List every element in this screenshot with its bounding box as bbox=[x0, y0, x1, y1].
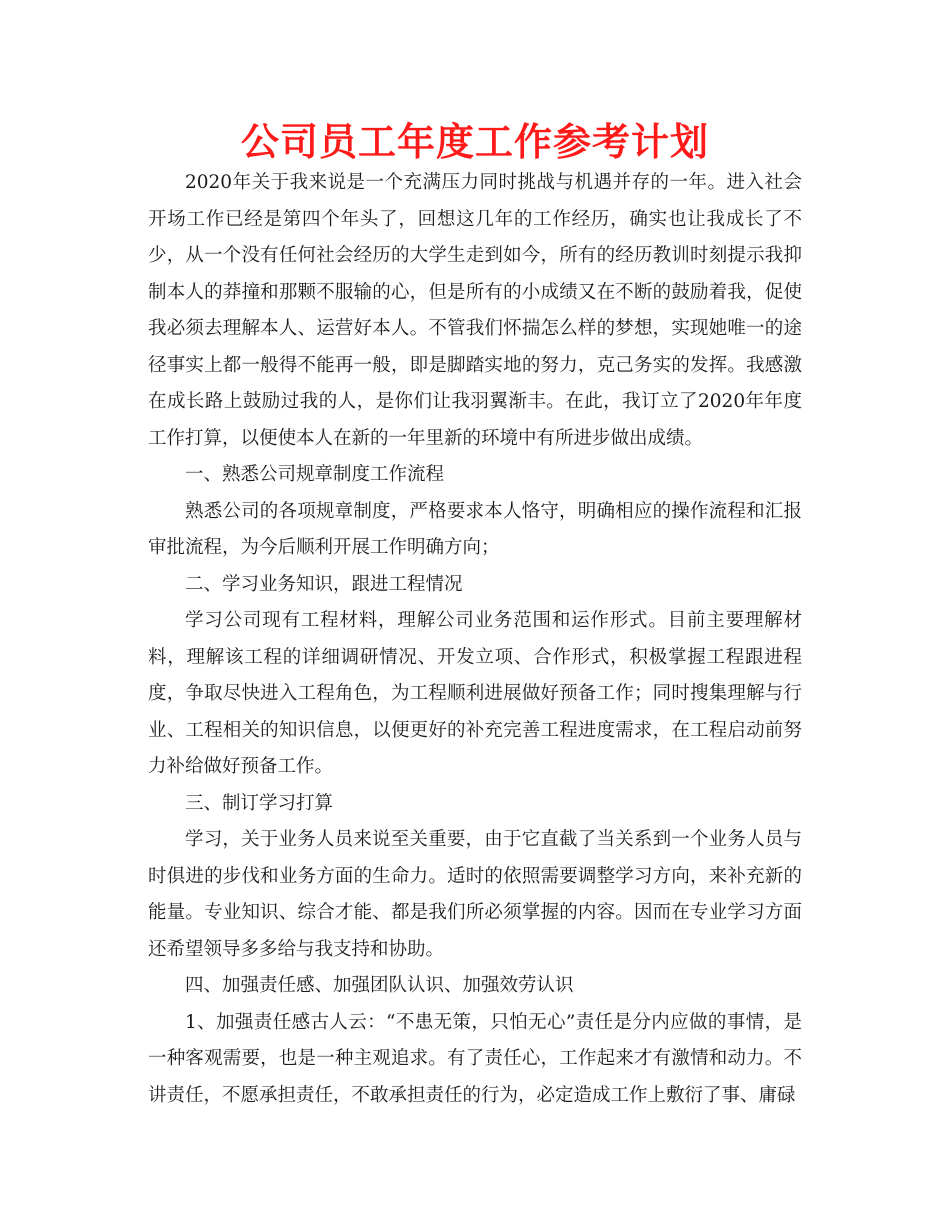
document-title: 公司员工年度工作参考计划 bbox=[240, 120, 709, 164]
section-heading-4: 四、加强责任感、加强团队认识、加强效劳认识 bbox=[185, 975, 574, 996]
section-heading-2: 二、学习业务知识，跟进工程情况 bbox=[185, 573, 463, 595]
section-heading-3: 三、制订学习打算 bbox=[185, 792, 334, 814]
section-paragraph-1: 熟悉公司的各项规章制度，严格要求本人恪守，明确相应的操作流程和汇报审批流程，为今后顺利开展工作明确方向； bbox=[148, 500, 802, 558]
section-paragraph-2: 学习公司现有工程材料，理解公司业务范围和运作形式。目前主要理解材料，理解该工程的详细调研情况、开发立项、合作形式，积极掌握工程跟进程度，争取尽快进入工程角色，为工程顺利进展做好预备工作；同时搜集理解与行业、工程相关的知识信息，以便更好的补充完善工程进度需求，在工程启动前努力补给做好预备工作。 bbox=[148, 610, 802, 777]
section-paragraph-4: 1、加强责任感古人云：“不患无策，只怕无心”责任是分内应做的事情，是一种客观需要，也是一种主观追求。有了责任心，工作起来才有激情和动力。不讲责任，不愿承担责任，不敢承担责任的行为，必定造成工作上敷衍了事、庸碌 bbox=[148, 1011, 802, 1106]
intro-paragraph: 2020年关于我来说是一个充满压力同时挑战与机遇并存的一年。进入社会开场工作已经是第四个年头了，回想这几年的工作经历，确实也让我成长了不少，从一个没有任何社会经历的大学生走到如今，所有的经历教训时刻提示我抑制本人的莽撞和那颗不服输的心，但是所有的小成绩又在不断的鼓励着我，促使我必须去理解本人、运营好本人。不管我们怀揣怎么样的梦想，实现她唯一的途径事实上都一般得不能再一般，即是脚踏实地的努力，克己务实的发挥。我感激在成长路上鼓励过我的人，是你们让我羽翼渐丰。在此，我订立了2020年年度工作打算，以便使本人在新的一年里新的环境中有所进步做出成绩。 bbox=[148, 172, 802, 449]
section-paragraph-3: 学习，关于业务人员来说至关重要，由于它直截了当关系到一个业务人员与时俱进的步伐和业务方面的生命力。适时的依照需要调整学习方向，来补充新的能量。专业知识、综合才能、都是我们所必须掌握的内容。因而在专业学习方面还希望领导多多给与我支持和协助。 bbox=[148, 829, 802, 960]
section-heading-1: 一、熟悉公司规章制度工作流程 bbox=[185, 464, 445, 485]
document-body bbox=[148, 165, 802, 1114]
